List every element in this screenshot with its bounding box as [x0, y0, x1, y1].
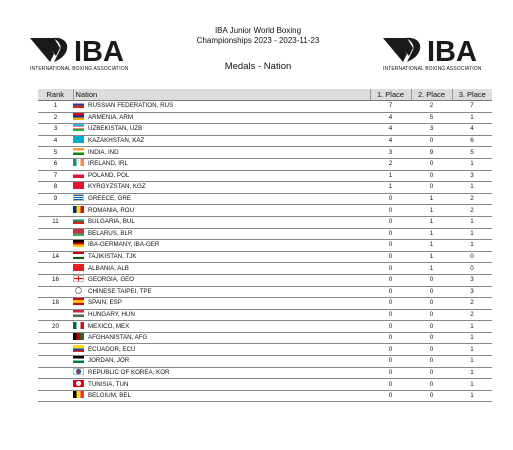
- table-row: [38, 101, 492, 113]
- second-place-cell: 1: [411, 193, 452, 205]
- mex-flag-icon: [73, 322, 84, 329]
- second-place-cell: 0: [411, 274, 452, 286]
- nation-cell: [73, 379, 370, 391]
- third-place-cell: 2: [452, 309, 492, 321]
- irl-flag-icon: [73, 159, 84, 166]
- third-place-cell: 3: [452, 170, 492, 182]
- nation-cell: [73, 135, 370, 147]
- bel-flag-icon: [73, 391, 84, 398]
- nation-cell: [73, 263, 370, 275]
- second-place-cell: 1: [411, 240, 452, 252]
- kaz-flag-icon: [73, 136, 84, 143]
- first-place-cell: 2: [370, 158, 411, 170]
- tjk-flag-icon: [73, 252, 84, 259]
- table-row: [38, 379, 492, 391]
- iba-logo-right: [383, 36, 495, 72]
- nation-name: IBA-GERMANY, IBA-GER: [88, 241, 160, 249]
- iba-logo-subtitle: INTERNATIONAL BOXING ASSOCIATION: [383, 66, 482, 72]
- table-header-row: [38, 89, 492, 101]
- second-place-cell: 3: [411, 124, 452, 136]
- column-header-second-place: 2. Place: [411, 89, 452, 101]
- nation-name: BELARUS, BLR: [88, 229, 133, 237]
- first-place-cell: 4: [370, 124, 411, 136]
- tun-flag-icon: [73, 380, 84, 387]
- rou-flag-icon: [73, 206, 84, 213]
- nation-cell: [73, 251, 370, 263]
- rank-cell: 5: [38, 147, 73, 159]
- nation-cell: [73, 321, 370, 333]
- nation-cell: [73, 274, 370, 286]
- second-place-cell: 1: [411, 205, 452, 217]
- nation-name: BULGARIA, BUL: [88, 218, 135, 226]
- third-place-cell: 3: [452, 274, 492, 286]
- gre-flag-icon: [73, 194, 84, 201]
- ecu-flag-icon: [73, 345, 84, 352]
- medals-table: [38, 89, 492, 402]
- nation-cell: [73, 367, 370, 379]
- pol-flag-icon: [73, 171, 84, 178]
- third-place-cell: 1: [452, 112, 492, 124]
- column-header-first-place: 1. Place: [370, 89, 411, 101]
- nation-cell: [73, 112, 370, 124]
- first-place-cell: 0: [370, 240, 411, 252]
- third-place-cell: 1: [452, 344, 492, 356]
- rank-cell: 9: [38, 193, 73, 205]
- first-place-cell: 0: [370, 274, 411, 286]
- table-row: [38, 182, 492, 194]
- hun-flag-icon: [73, 310, 84, 317]
- first-place-cell: 0: [370, 193, 411, 205]
- nation-name: ALBANIA, ALB: [88, 264, 129, 272]
- nation-name: AFGHANISTAN, AFG: [88, 334, 148, 342]
- third-place-cell: 5: [452, 147, 492, 159]
- nation-cell: [73, 170, 370, 182]
- rank-cell: [38, 356, 73, 368]
- first-place-cell: 0: [370, 332, 411, 344]
- first-place-cell: 0: [370, 286, 411, 298]
- nation-name: GEORGIA, GEO: [88, 276, 135, 284]
- nation-cell: [73, 228, 370, 240]
- nation-cell: [73, 101, 370, 113]
- table-row: [38, 263, 492, 275]
- nation-cell: [73, 240, 370, 252]
- column-header-nation: Nation: [73, 89, 370, 101]
- second-place-cell: 0: [411, 332, 452, 344]
- nation-name: POLAND, POL: [88, 171, 130, 179]
- table-row: [38, 332, 492, 344]
- column-header-third-place: 3. Place: [452, 89, 492, 101]
- nation-name: CHINESE TAIPEI, TPE: [88, 287, 152, 295]
- table-row: [38, 216, 492, 228]
- nation-cell: [73, 298, 370, 310]
- second-place-cell: 1: [411, 228, 452, 240]
- first-place-cell: 0: [370, 228, 411, 240]
- kgz-flag-icon: [73, 182, 84, 189]
- nation-name: TAJIKISTAN, TJK: [88, 253, 137, 261]
- ind-flag-icon: [73, 148, 84, 155]
- nation-name: KYRGYZSTAN, KGZ: [88, 183, 146, 191]
- table-row: [38, 298, 492, 310]
- second-place-cell: 5: [411, 112, 452, 124]
- table-row: [38, 170, 492, 182]
- rank-cell: [38, 205, 73, 217]
- table-row: [38, 286, 492, 298]
- third-place-cell: 6: [452, 135, 492, 147]
- second-place-cell: 0: [411, 390, 452, 402]
- second-place-cell: 0: [411, 135, 452, 147]
- first-place-cell: 0: [370, 356, 411, 368]
- rus-flag-icon: [73, 101, 84, 108]
- blr-flag-icon: [73, 229, 84, 236]
- first-place-cell: 0: [370, 216, 411, 228]
- table-row: [38, 309, 492, 321]
- nation-cell: [73, 158, 370, 170]
- third-place-cell: 3: [452, 286, 492, 298]
- third-place-cell: 1: [452, 356, 492, 368]
- second-place-cell: 0: [411, 379, 452, 391]
- second-place-cell: 0: [411, 170, 452, 182]
- second-place-cell: 2: [411, 101, 452, 113]
- third-place-cell: 2: [452, 298, 492, 310]
- third-place-cell: 1: [452, 182, 492, 194]
- nation-name: ARMENIA, ARM: [88, 113, 134, 121]
- rank-cell: [38, 367, 73, 379]
- table-row: [38, 390, 492, 402]
- nation-name: INDIA, IND: [88, 148, 119, 156]
- third-place-cell: 1: [452, 379, 492, 391]
- rank-cell: [38, 344, 73, 356]
- nation-cell: [73, 216, 370, 228]
- rank-cell: 3: [38, 124, 73, 136]
- table-row: [38, 147, 492, 159]
- nation-name: KAZAKHSTAN, KAZ: [88, 137, 145, 145]
- table-row: [38, 344, 492, 356]
- first-place-cell: 4: [370, 135, 411, 147]
- nation-cell: [73, 182, 370, 194]
- rank-cell: 14: [38, 251, 73, 263]
- nation-cell: [73, 124, 370, 136]
- iba-logo-text: IBA: [74, 36, 124, 64]
- table-row: [38, 356, 492, 368]
- first-place-cell: 7: [370, 101, 411, 113]
- iba-logo-subtitle: INTERNATIONAL BOXING ASSOCIATION: [30, 66, 129, 72]
- ger-flag-icon: [73, 240, 84, 247]
- rank-cell: [38, 309, 73, 321]
- table-row: [38, 240, 492, 252]
- rank-cell: 7: [38, 170, 73, 182]
- rank-cell: 4: [38, 135, 73, 147]
- nation-cell: [73, 390, 370, 402]
- first-place-cell: 0: [370, 263, 411, 275]
- nation-name: JORDAN, JOR: [88, 357, 130, 365]
- document-header: [180, 26, 336, 72]
- first-place-cell: 0: [370, 298, 411, 310]
- first-place-cell: 0: [370, 379, 411, 391]
- table-row: [38, 228, 492, 240]
- first-place-cell: 0: [370, 344, 411, 356]
- rank-cell: 16: [38, 274, 73, 286]
- second-place-cell: 0: [411, 298, 452, 310]
- first-place-cell: 0: [370, 390, 411, 402]
- second-place-cell: 0: [411, 286, 452, 298]
- third-place-cell: 1: [452, 321, 492, 333]
- table-row: [38, 135, 492, 147]
- nation-cell: [73, 147, 370, 159]
- second-place-cell: 1: [411, 263, 452, 275]
- nation-cell: [73, 332, 370, 344]
- nation-cell: [73, 344, 370, 356]
- table-row: [38, 274, 492, 286]
- table-row: [38, 158, 492, 170]
- second-place-cell: 1: [411, 216, 452, 228]
- nation-cell: [73, 205, 370, 217]
- third-place-cell: 1: [452, 240, 492, 252]
- second-place-cell: 0: [411, 158, 452, 170]
- third-place-cell: 1: [452, 158, 492, 170]
- iba-emblem-icon: [383, 36, 495, 64]
- second-place-cell: 1: [411, 251, 452, 263]
- rank-cell: 6: [38, 158, 73, 170]
- first-place-cell: 0: [370, 309, 411, 321]
- nation-name: HUNGARY, HUN: [88, 310, 135, 318]
- table-row: [38, 193, 492, 205]
- first-place-cell: 0: [370, 251, 411, 263]
- first-place-cell: 1: [370, 182, 411, 194]
- first-place-cell: 0: [370, 367, 411, 379]
- third-place-cell: 7: [452, 101, 492, 113]
- table-row: [38, 205, 492, 217]
- nation-name: SPAIN, ESP: [88, 299, 122, 307]
- table-body: [38, 101, 492, 402]
- second-place-cell: 0: [411, 182, 452, 194]
- rank-cell: [38, 390, 73, 402]
- nation-name: ROMANIA, ROU: [88, 206, 135, 214]
- iba-logo-left: [30, 36, 142, 72]
- third-place-cell: 2: [452, 205, 492, 217]
- bul-flag-icon: [73, 217, 84, 224]
- afg-flag-icon: [73, 333, 84, 340]
- third-place-cell: 4: [452, 124, 492, 136]
- rank-cell: [38, 332, 73, 344]
- rank-cell: 2: [38, 112, 73, 124]
- rank-cell: [38, 240, 73, 252]
- second-place-cell: 0: [411, 356, 452, 368]
- rank-cell: 11: [38, 216, 73, 228]
- nation-name: IRELAND, IRL: [88, 160, 128, 168]
- third-place-cell: 0: [452, 263, 492, 275]
- rank-cell: [38, 379, 73, 391]
- nation-name: REPUBLIC OF KOREA, KOR: [88, 368, 170, 376]
- rank-cell: 18: [38, 298, 73, 310]
- second-place-cell: 0: [411, 344, 452, 356]
- esp-flag-icon: [73, 298, 84, 305]
- nation-name: GREECE, GRE: [88, 195, 131, 203]
- iba-emblem-icon: [30, 36, 142, 64]
- nation-cell: [73, 193, 370, 205]
- nation-name: MEXICO, MEX: [88, 322, 130, 330]
- third-place-cell: 1: [452, 216, 492, 228]
- table-row: [38, 367, 492, 379]
- nation-name: RUSSIAN FEDERATION, RUS: [88, 102, 174, 110]
- nation-name: UZBEKISTAN, UZB: [88, 125, 143, 133]
- first-place-cell: 0: [370, 321, 411, 333]
- iba-logo-text: IBA: [427, 36, 477, 64]
- tpe-flag-icon: [75, 287, 82, 294]
- alb-flag-icon: [73, 264, 84, 271]
- first-place-cell: 0: [370, 205, 411, 217]
- arm-flag-icon: [73, 113, 84, 120]
- page-title: Medals - Nation: [224, 61, 292, 72]
- rank-cell: [38, 286, 73, 298]
- nation-cell: [73, 356, 370, 368]
- table-row: [38, 321, 492, 333]
- nation-name: BELGIUM, BEL: [88, 392, 131, 400]
- second-place-cell: 0: [411, 321, 452, 333]
- nation-name: ECUADOR, ECU: [88, 345, 136, 353]
- rank-cell: [38, 228, 73, 240]
- first-place-cell: 1: [370, 170, 411, 182]
- first-place-cell: 3: [370, 147, 411, 159]
- championship-title-line1: IBA Junior World Boxing: [214, 26, 302, 35]
- third-place-cell: 2: [452, 193, 492, 205]
- nation-cell: [73, 309, 370, 321]
- rank-cell: 1: [38, 101, 73, 113]
- first-place-cell: 4: [370, 112, 411, 124]
- table-row: [38, 124, 492, 136]
- rank-cell: [38, 263, 73, 275]
- jor-flag-icon: [73, 356, 84, 363]
- third-place-cell: 1: [452, 228, 492, 240]
- second-place-cell: 9: [411, 147, 452, 159]
- nation-cell: [73, 286, 370, 298]
- rank-cell: 20: [38, 321, 73, 333]
- third-place-cell: 1: [452, 390, 492, 402]
- uzb-flag-icon: [73, 124, 84, 131]
- third-place-cell: 0: [452, 251, 492, 263]
- second-place-cell: 0: [411, 309, 452, 321]
- second-place-cell: 0: [411, 367, 452, 379]
- column-header-rank: Rank: [38, 89, 73, 101]
- geo-flag-icon: [73, 275, 84, 282]
- third-place-cell: 1: [452, 332, 492, 344]
- kor-flag-icon: [73, 368, 84, 375]
- table-row: [38, 251, 492, 263]
- rank-cell: 8: [38, 182, 73, 194]
- table-row: [38, 112, 492, 124]
- third-place-cell: 1: [452, 367, 492, 379]
- nation-name: TUNISIA, TUN: [88, 380, 129, 388]
- championship-title-line2: Championships 2023 - 2023-11-23: [196, 36, 320, 45]
